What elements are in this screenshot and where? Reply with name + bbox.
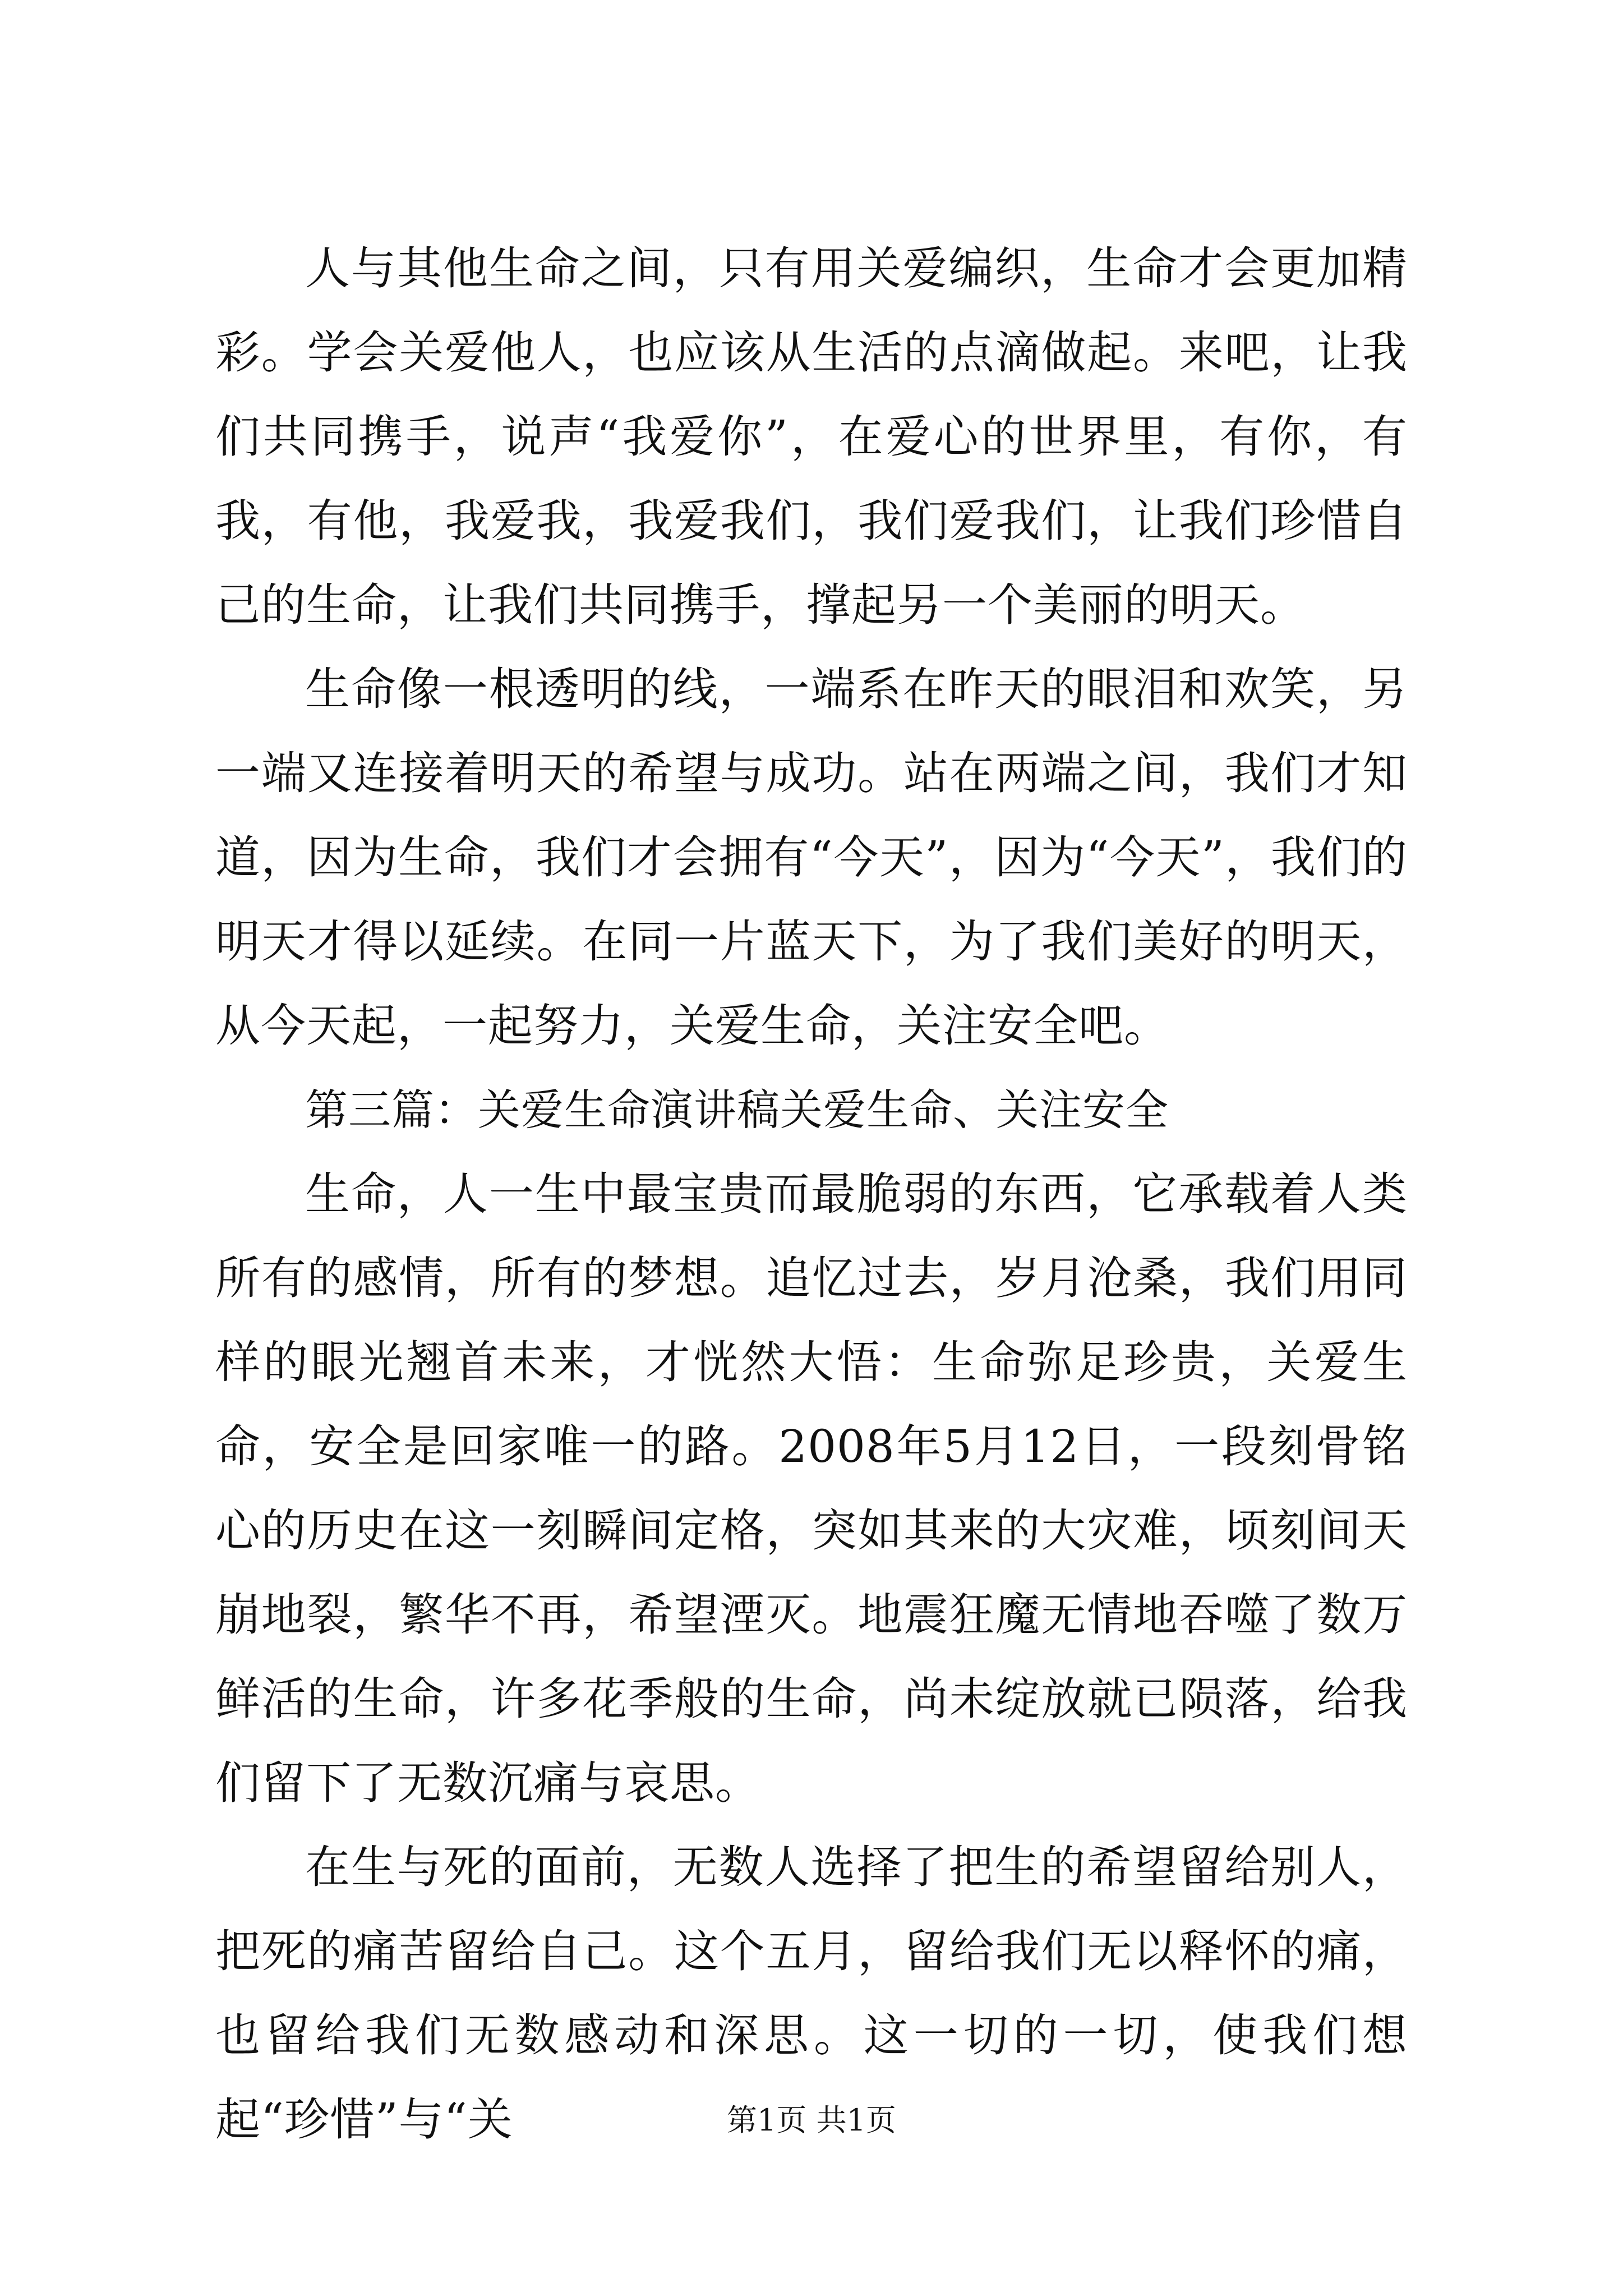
document-body (215, 227, 1408, 2162)
page-footer: 第1页 共1页 (727, 2102, 896, 2138)
paragraph-1: 人与其他生命之间，只有用关爱编织，生命才会更加精彩。学会关爱他人，也应该从生活的点滴做起。来吧，让我们共同携手，说声“我爱你”，在爱心的世界里，有你，有我，有他，我爱我，我爱我们，我们爱我们，让我们珍惜自己的生命，让我们共同携手，撑起另一个美丽的明天。 (215, 242, 1408, 631)
paragraph-3: 生命，人一生中最宝贵而最脆弱的东西，它承载着人类所有的感情，所有的梦想。追忆过去，岁月沧桑，我们用同样的眼光翘首未来，才恍然大悟：生命弥足珍贵，关爱生命，安全是回家唯一的路。2008年5月12日，一段刻骨铭心的历史在这一刻瞬间定格，突如其来的大灾难，顷刻间天崩地裂，繁华不再，希望湮灭。地震狂魔无情地吞噬了数万鲜活的生命，许多花季般的生命，尚未绽放就已陨落，给我们留下了无数沉痛与哀思。 (215, 1168, 1408, 1809)
paragraph-4: 在生与死的面前，无数人选择了把生的希望留给别人，把死的痛苦留给自己。这个五月，留给我们无以释怀的痛，也留给我们无数感动和深思。这一切的一切，使我们想起“珍惜”与“关 (215, 1841, 1408, 2146)
paragraph-2: 生命像一根透明的线，一端系在昨天的眼泪和欢笑，另一端又连接着明天的希望与成功。站在两端之间，我们才知道，因为生命，我们才会拥有“今天”，因为“今天”，我们的明天才得以延续。在同一片蓝天下，为了我们美好的明天，从今天起，一起努力，关爱生命，关注安全吧。 (215, 663, 1408, 1052)
section-heading: 第三篇：关爱生命演讲稿关爱生命、关注安全 (305, 1085, 1169, 1135)
